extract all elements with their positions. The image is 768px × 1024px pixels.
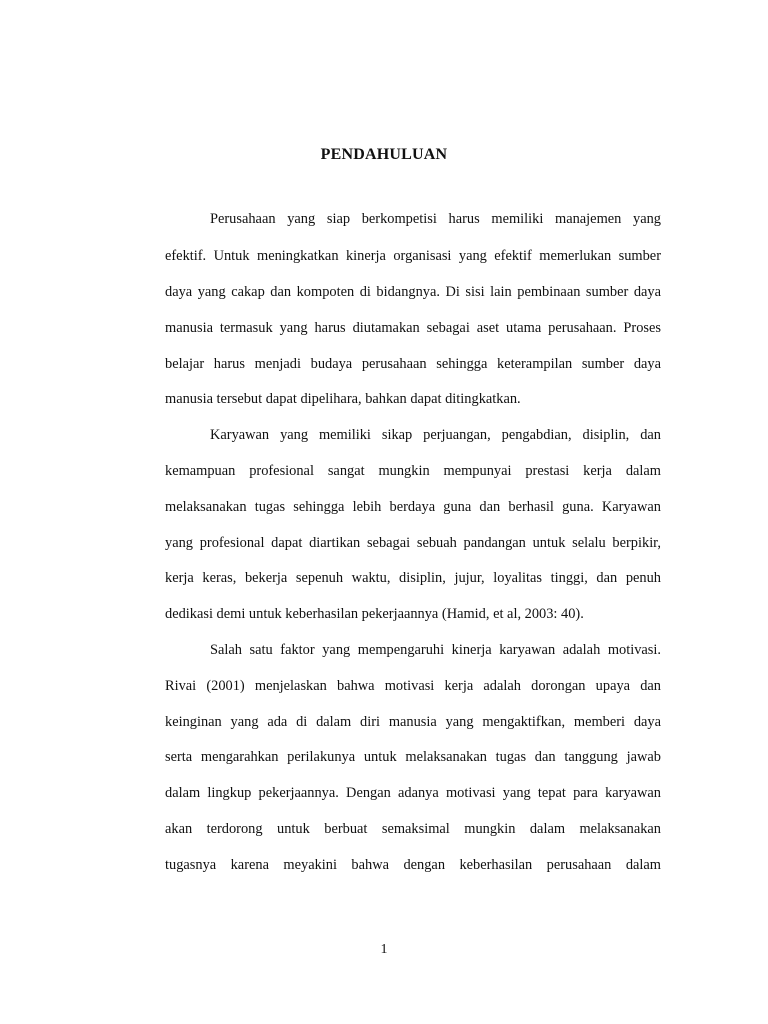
paragraph-1-line-1: Perusahaan yang siap berkompetisi harus memiliki manajemen yang	[210, 211, 661, 227]
paragraph-3-line-7: tugasnya karena meyakini bahwa dengan keberhasilan perusahaan dalam	[165, 857, 661, 873]
paragraph-2-line-6: dedikasi demi untuk keberhasilan pekerjaannya (Hamid, et al, 2003: 40).	[165, 606, 584, 622]
paragraph-2-line-4: yang profesional dapat diartikan sebagai sebuah pandangan untuk selalu berpikir,	[165, 535, 661, 551]
paragraph-1-line-4: manusia termasuk yang harus diutamakan sebagai aset utama perusahaan. Proses	[165, 320, 661, 336]
paragraph-3-line-1: Salah satu faktor yang mempengaruhi kinerja karyawan adalah motivasi.	[210, 642, 661, 658]
paragraph-3-line-5: dalam lingkup pekerjaannya. Dengan adanya motivasi yang tepat para karyawan	[165, 785, 661, 801]
paragraph-1-line-3: daya yang cakap dan kompoten di bidangnya. Di sisi lain pembinaan sumber daya	[165, 284, 661, 300]
paragraph-2-line-1: Karyawan yang memiliki sikap perjuangan, pengabdian, disiplin, dan	[210, 427, 661, 443]
paragraph-2-line-3: melaksanakan tugas sehingga lebih berdaya guna dan berhasil guna. Karyawan	[165, 499, 661, 515]
paragraph-2-line-5: kerja keras, bekerja sepenuh waktu, disiplin, jujur, loyalitas tinggi, dan penuh	[165, 570, 661, 586]
paragraph-3-line-4: serta mengarahkan perilakunya untuk melaksanakan tugas dan tanggung jawab	[165, 749, 661, 765]
paragraph-3-line-6: akan terdorong untuk berbuat semaksimal mungkin dalam melaksanakan	[165, 821, 661, 837]
paragraph-3-line-2: Rivai (2001) menjelaskan bahwa motivasi kerja adalah dorongan upaya dan	[165, 678, 661, 694]
paragraph-3-line-3: keinginan yang ada di dalam diri manusia yang mengaktifkan, memberi daya	[165, 714, 661, 730]
page-number: 1	[380, 942, 388, 957]
paragraph-1-line-2: efektif. Untuk meningkatkan kinerja organisasi yang efektif memerlukan sumber	[165, 248, 661, 264]
paragraph-1-line-5: belajar harus menjadi budaya perusahaan sehingga keterampilan sumber daya	[165, 356, 661, 372]
paragraph-1-line-6: manusia tersebut dapat dipelihara, bahkan dapat ditingkatkan.	[165, 391, 521, 407]
page-title: PENDAHULUAN	[320, 146, 448, 163]
paragraph-2-line-2: kemampuan profesional sangat mungkin mempunyai prestasi kerja dalam	[165, 463, 661, 479]
